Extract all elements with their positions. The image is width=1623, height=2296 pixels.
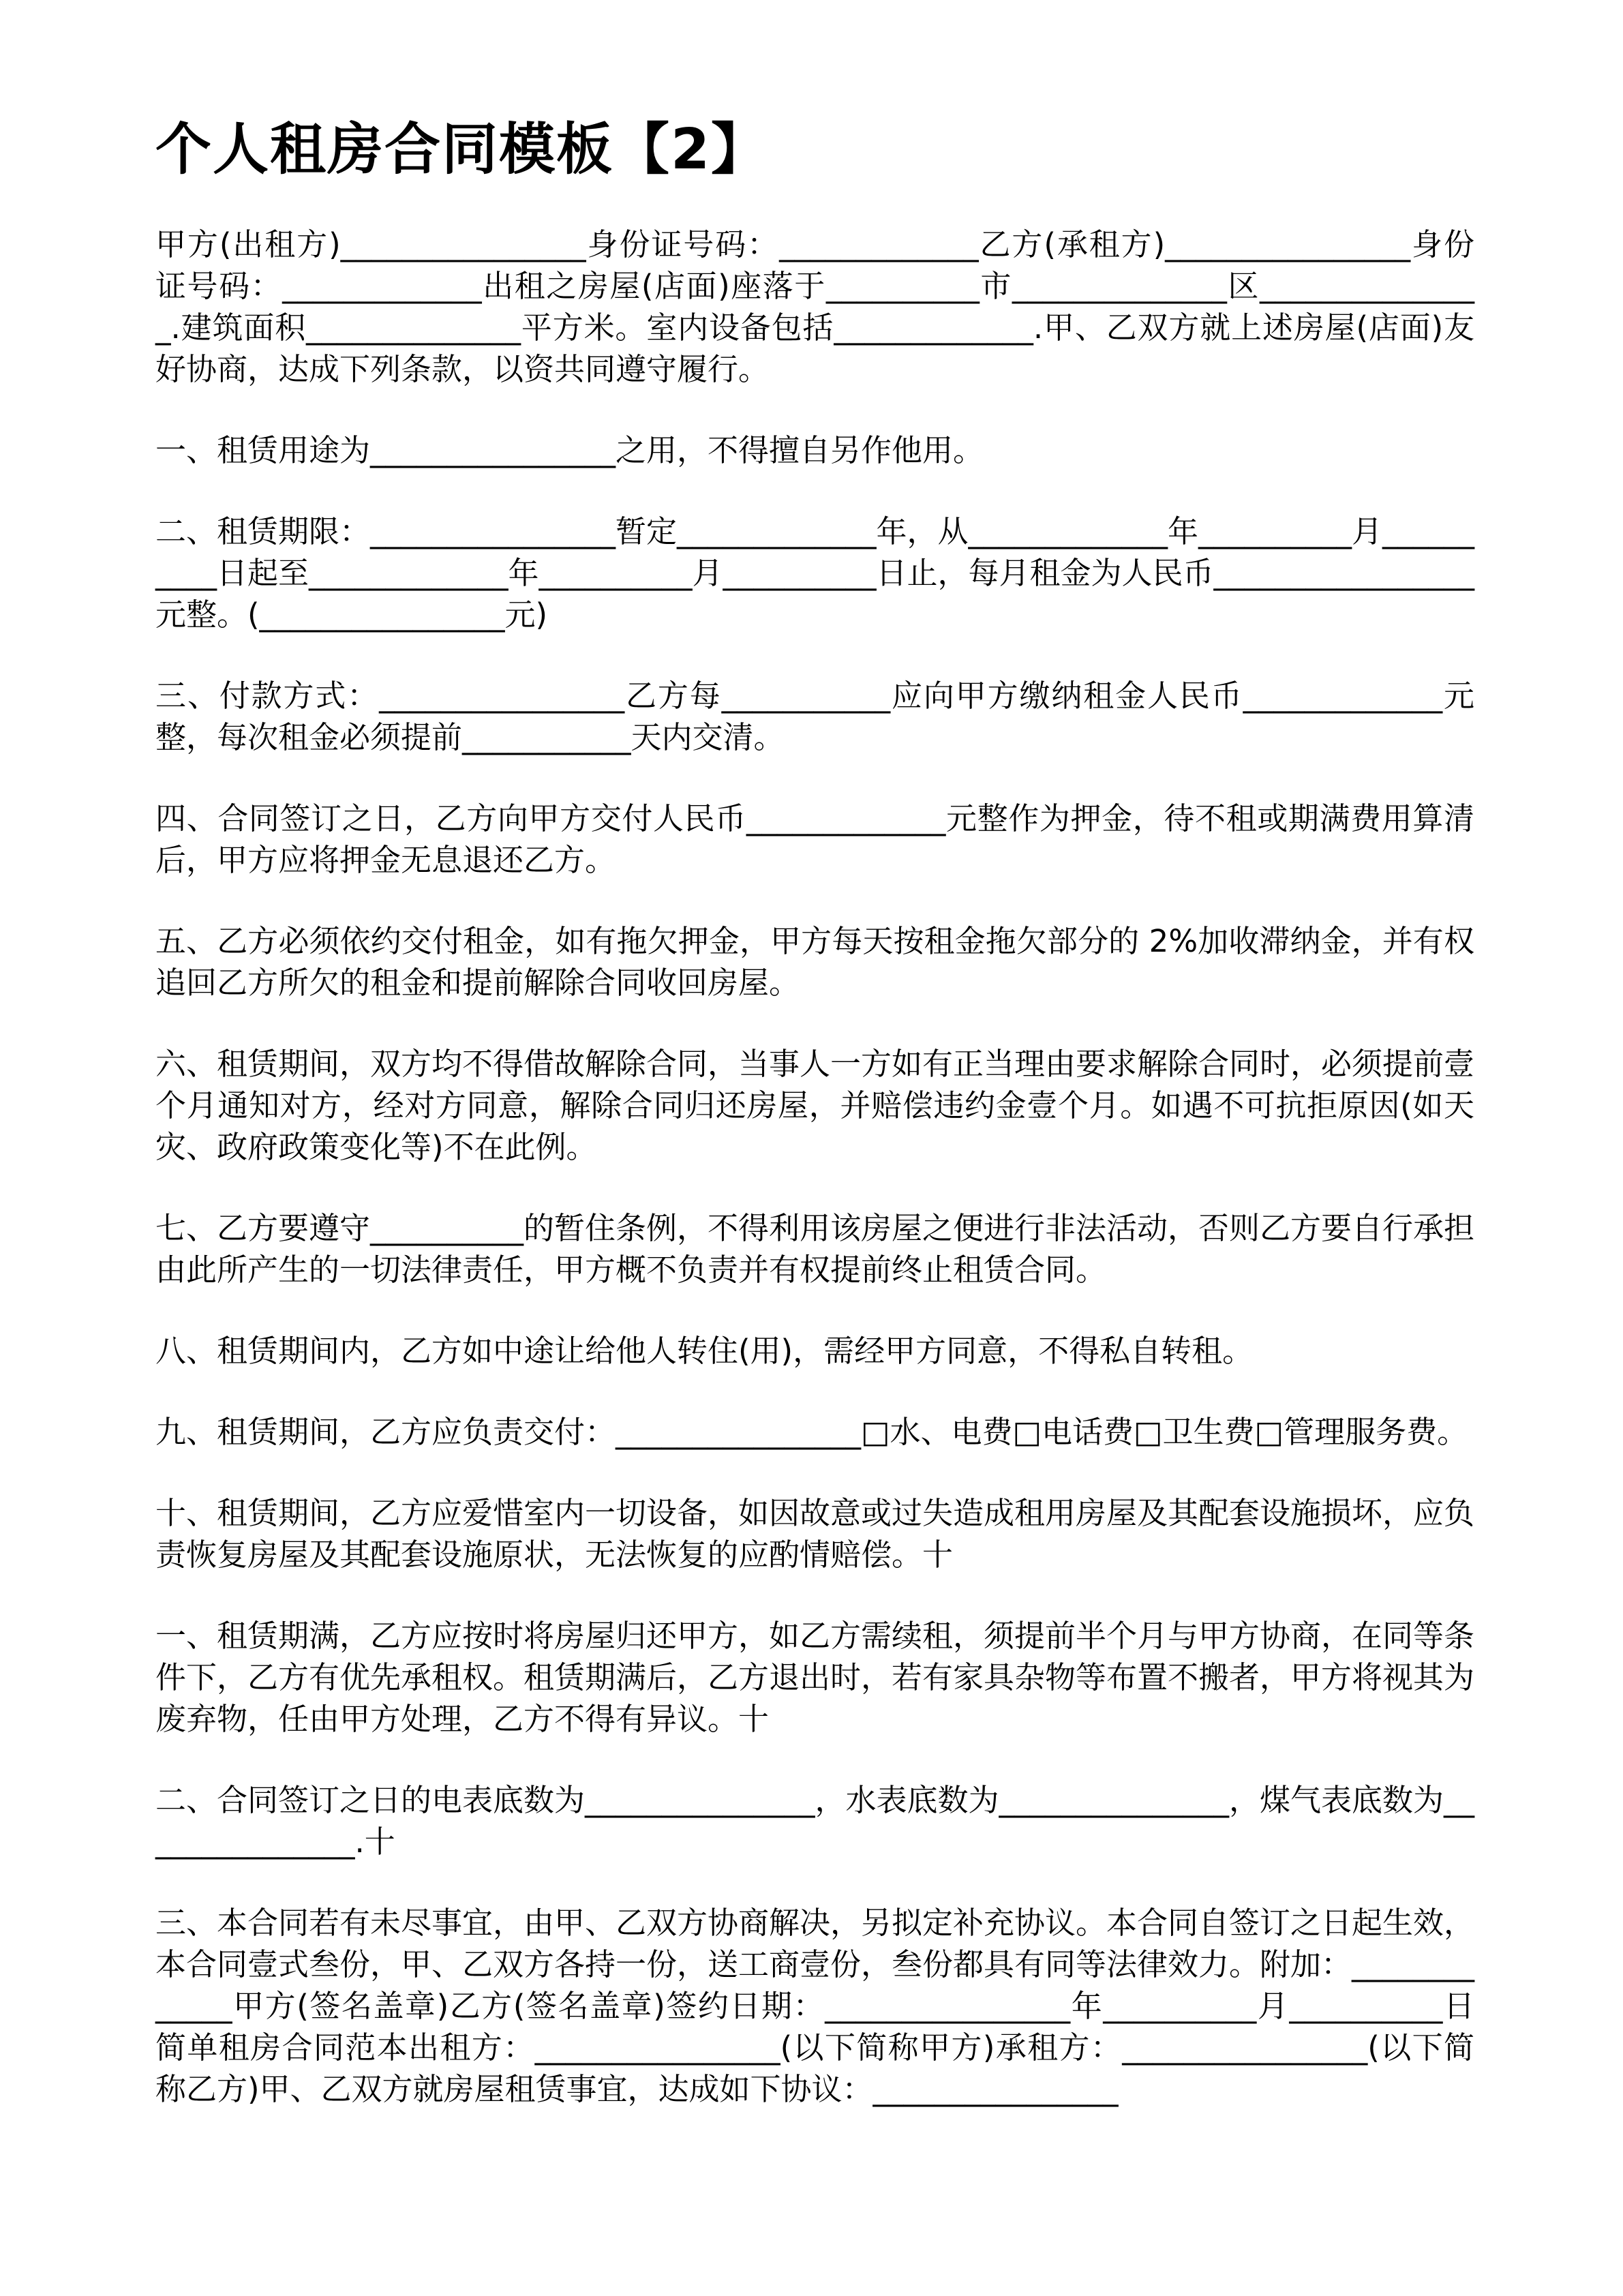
document-body — [155, 224, 1474, 2110]
paragraph-clause-6: 六、租赁期间，双方均不得借故解除合同，当事人一方如有正当理由要求解除合同时，必须提前壹个月通知对方，经对方同意，解除合同归还房屋，并赔偿违约金壹个月。如遇不可抗拒原因(如天灾、政府政策变化等)不在此例。 — [155, 1046, 1475, 1165]
paragraph-clause-9: 九、租赁期间，乙方应负责交付：________________□水、电费□电话费□卫生费□管理服务费。 — [155, 1414, 1468, 1450]
document-title: 个人租房合同模板【2】 — [155, 117, 769, 182]
paragraph-parties: 甲方(出租方)________________身份证号码：_____________乙方(承租方)________________身份证号码：_____________出租之房屋(店面)座落于__________市______________区_______________.建筑面积______________平方米。室内设备包括_____________.甲、乙双方就上述房屋(店面)友好协商，达成下列条款，以资共同遵守履行。 — [155, 226, 1474, 387]
paragraph-clause-5: 五、乙方必须依约交付租金，如有拖欠押金，甲方每天按租金拖欠部分的 2%加收滞纳金，并有权追回乙方所欠的租金和提前解除合同收回房屋。 — [155, 923, 1474, 1001]
paragraph-clause-4: 四、合同签订之日，乙方向甲方交付人民币_____________元整作为押金，待不租或期满费用算清后，甲方应将押金无息退还乙方。 — [155, 800, 1474, 878]
paragraph-clause-13: 三、本合同若有未尽事宜，由甲、乙双方协商解决，另拟定补充协议。本合同自签订之日起生效，本合同壹式叁份，甲、乙双方各持一份，送工商壹份，叁份都具有同等法律效力。附加：_____________甲方(签名盖章)乙方(签名盖章)签约日期：________________年__________月__________日简单租房合同范本出租方：________________(以下简称甲方)承租方：________________(以下简称乙方)甲、乙双方就房屋租赁事宜，达成如下协议：________________ — [155, 1905, 1475, 2107]
paragraph-clause-1: 一、租赁用途为________________之用，不得擅自另作他用。 — [155, 432, 984, 468]
paragraph-clause-12: 二、合同签订之日的电表底数为_______________，水表底数为_______________，煤气表底数为_______________.十 — [155, 1782, 1475, 1860]
paragraph-clause-10: 十、租赁期间，乙方应爱惜室内一切设备，如因故意或过失造成租用房屋及其配套设施损坏，应负责恢复房屋及其配套设施原状，无法恢复的应酌情赔偿。十 — [155, 1495, 1475, 1573]
paragraph-clause-2: 二、租赁期限：________________暂定_____________年，从_____________年__________月__________日起至_____________年__________月__________日止，每月租金为人民币_________________元整。(________________元) — [155, 513, 1475, 633]
paragraph-clause-7: 七、乙方要遵守__________的暂住条例，不得利用该房屋之便进行非法活动，否则乙方要自行承担由此所产生的一切法律责任，甲方概不负责并有权提前终止租赁合同。 — [155, 1210, 1475, 1288]
paragraph-clause-11: 一、租赁期满，乙方应按时将房屋归还甲方，如乙方需续租，须提前半个月与甲方协商，在同等条件下，乙方有优先承租权。租赁期满后，乙方退出时，若有家具杂物等布置不搬者，甲方将视其为废弃物，任由甲方处理，乙方不得有异议。十 — [155, 1618, 1475, 1737]
paragraph-clause-8: 八、租赁期间内，乙方如中途让给他人转住(用)，需经甲方同意，不得私自转租。 — [155, 1333, 1254, 1369]
paragraph-clause-3: 三、付款方式：________________乙方每___________应向甲方缴纳租金人民币_____________元整，每次租金必须提前___________天内交清。 — [155, 678, 1474, 755]
